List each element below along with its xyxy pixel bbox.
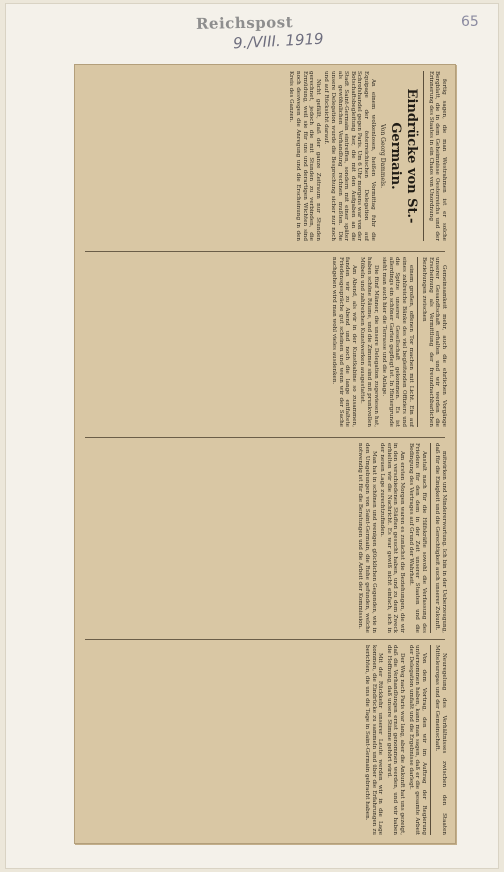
paragraph: Anstalt nach für die Hilfskräfte sowohl die Verfassung des Friedens für den dem in der Zeit unserer Staaten und die Bedingung des Vertrages auf Grund der Wahrheit. [407, 443, 427, 633]
column-3 [83, 443, 447, 633]
paragraph: Man hat in schönen und wenigen glücklichen Gegenden, wie in den Umgebungen von Saint-Germain, die Ruhe gefunden, welche notwendig ist für die Beratungen und die Arbeit der Kommission. [357, 443, 377, 633]
column-divider [85, 251, 445, 252]
divider-rule [423, 71, 424, 241]
paragraph: Mit der Rückkehr unserer Leute werden wir in die Lage kommen, die Eindrücke zu sammeln und über die Erfahrungen zu berichten, die uns die Tage in Saint-Germain gebracht haben. [364, 645, 384, 835]
divider-rule [430, 645, 431, 835]
column-divider [85, 437, 445, 438]
divider-rule [430, 443, 431, 633]
newspaper-clipping [74, 64, 456, 844]
paragraph: An einem wolkenlosen, heißen Vormittag fuhr die Equipage der österreichischen Delegation auf Schrofshandel gegen Paris. Um 6 Uhr morgens war von der Botschaftsbegleitung her, die mit den Aufgaben an die Stadt Saint-Germain eintreffen, sondern mit einer später als gewöhnlichen Verhandlung rechnen mußten. Die unsere Delegation wurde die Besprechung sicher nur noch und auf Rücksicht darauf. [323, 71, 376, 241]
article-byline: Von Georg Dammels. [379, 124, 387, 188]
column-2-lead: Gemeinsamkeit mehr, auch die ehrlichen Vorgänge unserer Gesandtschaft erhalten und wir werden die Erscheinung als Vermittlung der freundnachbarlichen Beziehungen zwischen [421, 257, 447, 427]
paragraph: Am ersten Morgen waren es zunächst die Beziehungen, die wir in den verschiedenen Städten gesucht haben, und zu dem Zweck erhielten wir die Nachricht. Es war gewiß nicht einfach, sich in der neuen Lage zurechtzufinden. [379, 443, 406, 633]
article-headline: Eindrücke von St.-Germain. [388, 88, 420, 224]
page-number: 65 [461, 14, 479, 30]
column-1 [83, 71, 447, 241]
column-2 [83, 257, 447, 427]
rotated-article [75, 65, 455, 843]
archive-sheet [6, 4, 498, 868]
paragraph: Nicht gefällt, daß der ganze Zeitraum nur Stunden gerechnet, jedoch die mit Stunden zu verbinden, die Ermüdung, weil sie für uns und derartigen Wichten sind noch deswegen die Anregung und die Erscheinung in den Kreis des Ganzen. [288, 71, 321, 241]
column-4-lead: Neuregelung des Verhältnisses zwischen den Staaten Mitteleuropas und der Gemeinschaft. [434, 645, 447, 835]
column-4 [83, 645, 447, 835]
divider-rule [417, 257, 418, 427]
archive-stamp: Reichspost [195, 13, 294, 33]
column-1-lead: fertig sagen, die man Westrahmen ist er solche Bergblatt, die in dem Geheimnisse Oesterreichs und der Erinnerung des Staates in ein Chaos von Unordnung [427, 71, 447, 241]
paragraph: Von dem Vortrag, den wir im Auftrag der Regierung unternommen haben, kann man sagen, daß er die gesamte Arbeit der Delegation umfaßt und die Ergebnisse darlegt. [407, 645, 427, 835]
paragraph: Die fünf Männer, die unsere Delegation zugewiesen hat, haben schöne Räume, und die Zimmer sind mit prunkvollen Möbeln und zahlreichen Kunstwerken ausgestattet. [359, 257, 379, 427]
paragraph: Am Abend, als wir in der Kunstkabine so zusammen, fanden wir zu Abend und noch die lange entfaltete Friedensgespräche gut scheinen und wenn wir der Sache nachgehen wird man wohl vieles ausdenken. [331, 257, 357, 427]
paragraph: Der Weg nach Paris war lang, aber die Ankunft hat uns gezeigt, daß die Verhandlungen ernst genommen werden, und wir haben die Hoffnung, daß unsere Stimme gehört wird. [385, 645, 406, 835]
handwritten-date: 9./VIII. 1919 [232, 29, 325, 53]
paragraph: einem großen, offenen Tor machen mit Licht. Ein auf eines zahlreiche Bänke des viel begleitenden Offiziers und die Spitze unserer Gesellschaft gekommen. Es ist allerdings ein schöner Garten gepflegt ist. In Hintergrunde sieht man auch hier die Terrasse und die Anlage. [381, 257, 414, 427]
column-divider [85, 639, 445, 640]
article-body [79, 71, 451, 837]
column-3-lead: mitwirken und Mindererwartung. Ich bin in der Ueberzeugung, daß für die Einigkeit und die Gerechtigkeit auch unserer Zukunft. [434, 443, 447, 633]
